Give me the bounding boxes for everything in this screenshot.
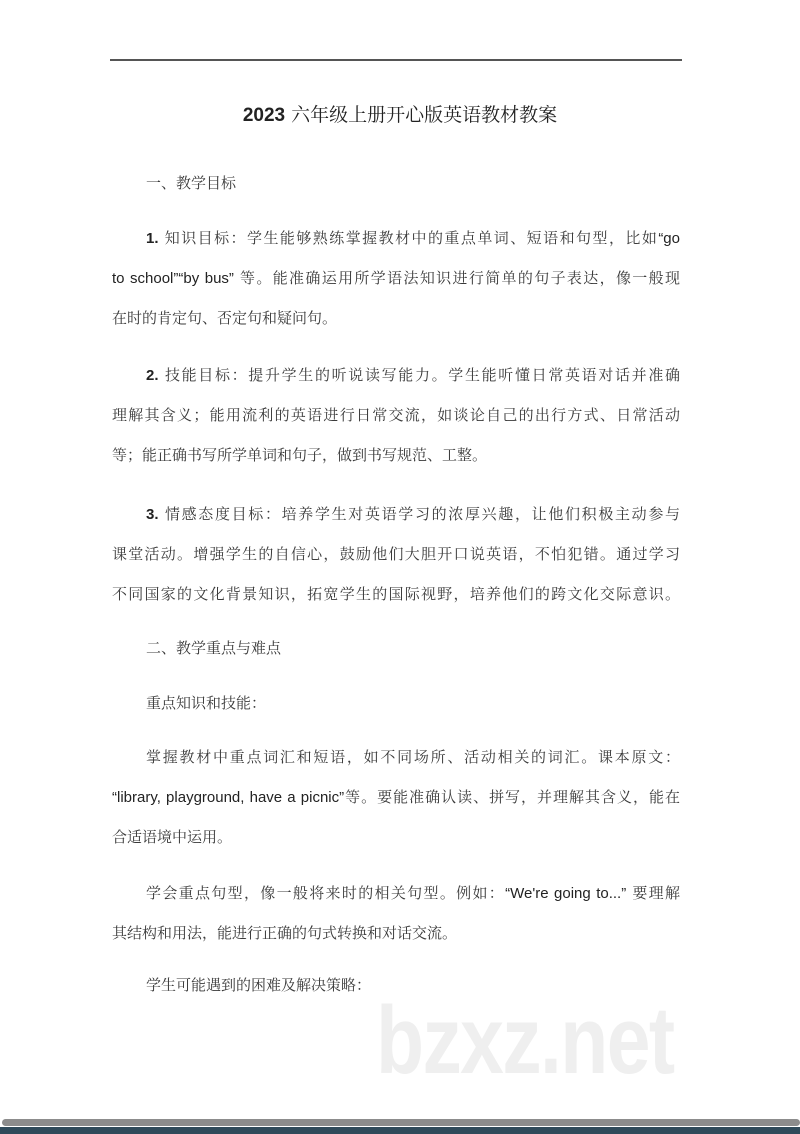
line: 不同国家的文化背景知识，拓宽学生的国际视野，培养他们的跨文化交际意识。 bbox=[112, 585, 680, 603]
item-number: 3. bbox=[146, 506, 159, 523]
line bbox=[112, 258, 680, 298]
text: 技能目标：提升学生的听说读写能力。学生能听懂日常英语对话并准确 bbox=[158, 366, 680, 384]
subheading bbox=[112, 683, 680, 723]
subheading-text: 重点知识和技能： bbox=[146, 694, 267, 712]
document-title bbox=[0, 98, 800, 133]
line bbox=[112, 494, 680, 534]
paragraph-skill-goal bbox=[112, 355, 680, 475]
line bbox=[112, 873, 680, 913]
text: 知识目标：学生能够熟练掌握教材中的重点单词、短语和句型，比如 bbox=[158, 229, 659, 247]
english-text: to school”“by bus” bbox=[112, 270, 234, 287]
section-heading-2 bbox=[112, 628, 680, 668]
text: 情感态度目标：培养学生对英语学习的浓厚兴趣，让他们积极主动参与 bbox=[158, 505, 680, 523]
text: 等。要能准确认读、拼写，并理解其含义，能在 bbox=[344, 788, 680, 806]
english-text: “library, playground, have a picnic” bbox=[112, 789, 345, 806]
header-rule bbox=[110, 59, 682, 61]
line bbox=[112, 355, 680, 395]
line: 理解其含义；能用流利的英语进行日常交流，如谈论自己的出行方式、日常活动 bbox=[112, 406, 680, 424]
watermark: bzxz.net bbox=[376, 987, 674, 1094]
paragraph-sentence-patterns bbox=[112, 873, 680, 953]
item-number: 1. bbox=[146, 230, 159, 247]
title-year: 2023 bbox=[242, 105, 286, 126]
title-text: 六年级上册开心版英语教材教案 bbox=[291, 104, 558, 126]
text: 学会重点句型，像一般将来时的相关句型。例如： bbox=[146, 884, 506, 902]
english-text: “go bbox=[658, 230, 680, 247]
line: 等；能正确书写所学单词和句子，做到书写规范、工整。 bbox=[112, 446, 488, 464]
english-text: “We're going to...” bbox=[505, 885, 627, 902]
text: 等。能准确运用所学语法知识进行简单的句子表达，像一般现 bbox=[233, 269, 680, 287]
line: 课堂活动。增强学生的自信心，鼓励他们大胆开口说英语，不怕犯错。通过学习 bbox=[112, 545, 680, 563]
item-number: 2. bbox=[146, 367, 159, 384]
bottom-strip bbox=[0, 1127, 800, 1134]
paragraph-attitude-goal bbox=[112, 494, 680, 614]
line bbox=[112, 777, 680, 817]
line: 在时的肯定句、否定句和疑问句。 bbox=[112, 309, 338, 327]
section-heading-text: 二、教学重点与难点 bbox=[146, 639, 282, 657]
paragraph-knowledge-goal bbox=[112, 218, 680, 338]
line: 合适语境中运用。 bbox=[112, 828, 233, 846]
section-heading-1 bbox=[112, 163, 680, 203]
paragraph-vocabulary bbox=[112, 737, 680, 857]
section-heading-text: 一、教学目标 bbox=[146, 174, 237, 192]
text: 要理解 bbox=[626, 884, 680, 902]
line: 学生可能遇到的困难及解决策略： bbox=[146, 976, 372, 994]
line bbox=[112, 218, 680, 258]
line: 其结构和用法，能进行正确的句式转换和对话交流。 bbox=[112, 924, 458, 942]
line: 掌握教材中重点词汇和短语，如不同场所、活动相关的词汇。课本原文： bbox=[146, 748, 680, 766]
horizontal-scrollbar[interactable] bbox=[2, 1119, 800, 1126]
